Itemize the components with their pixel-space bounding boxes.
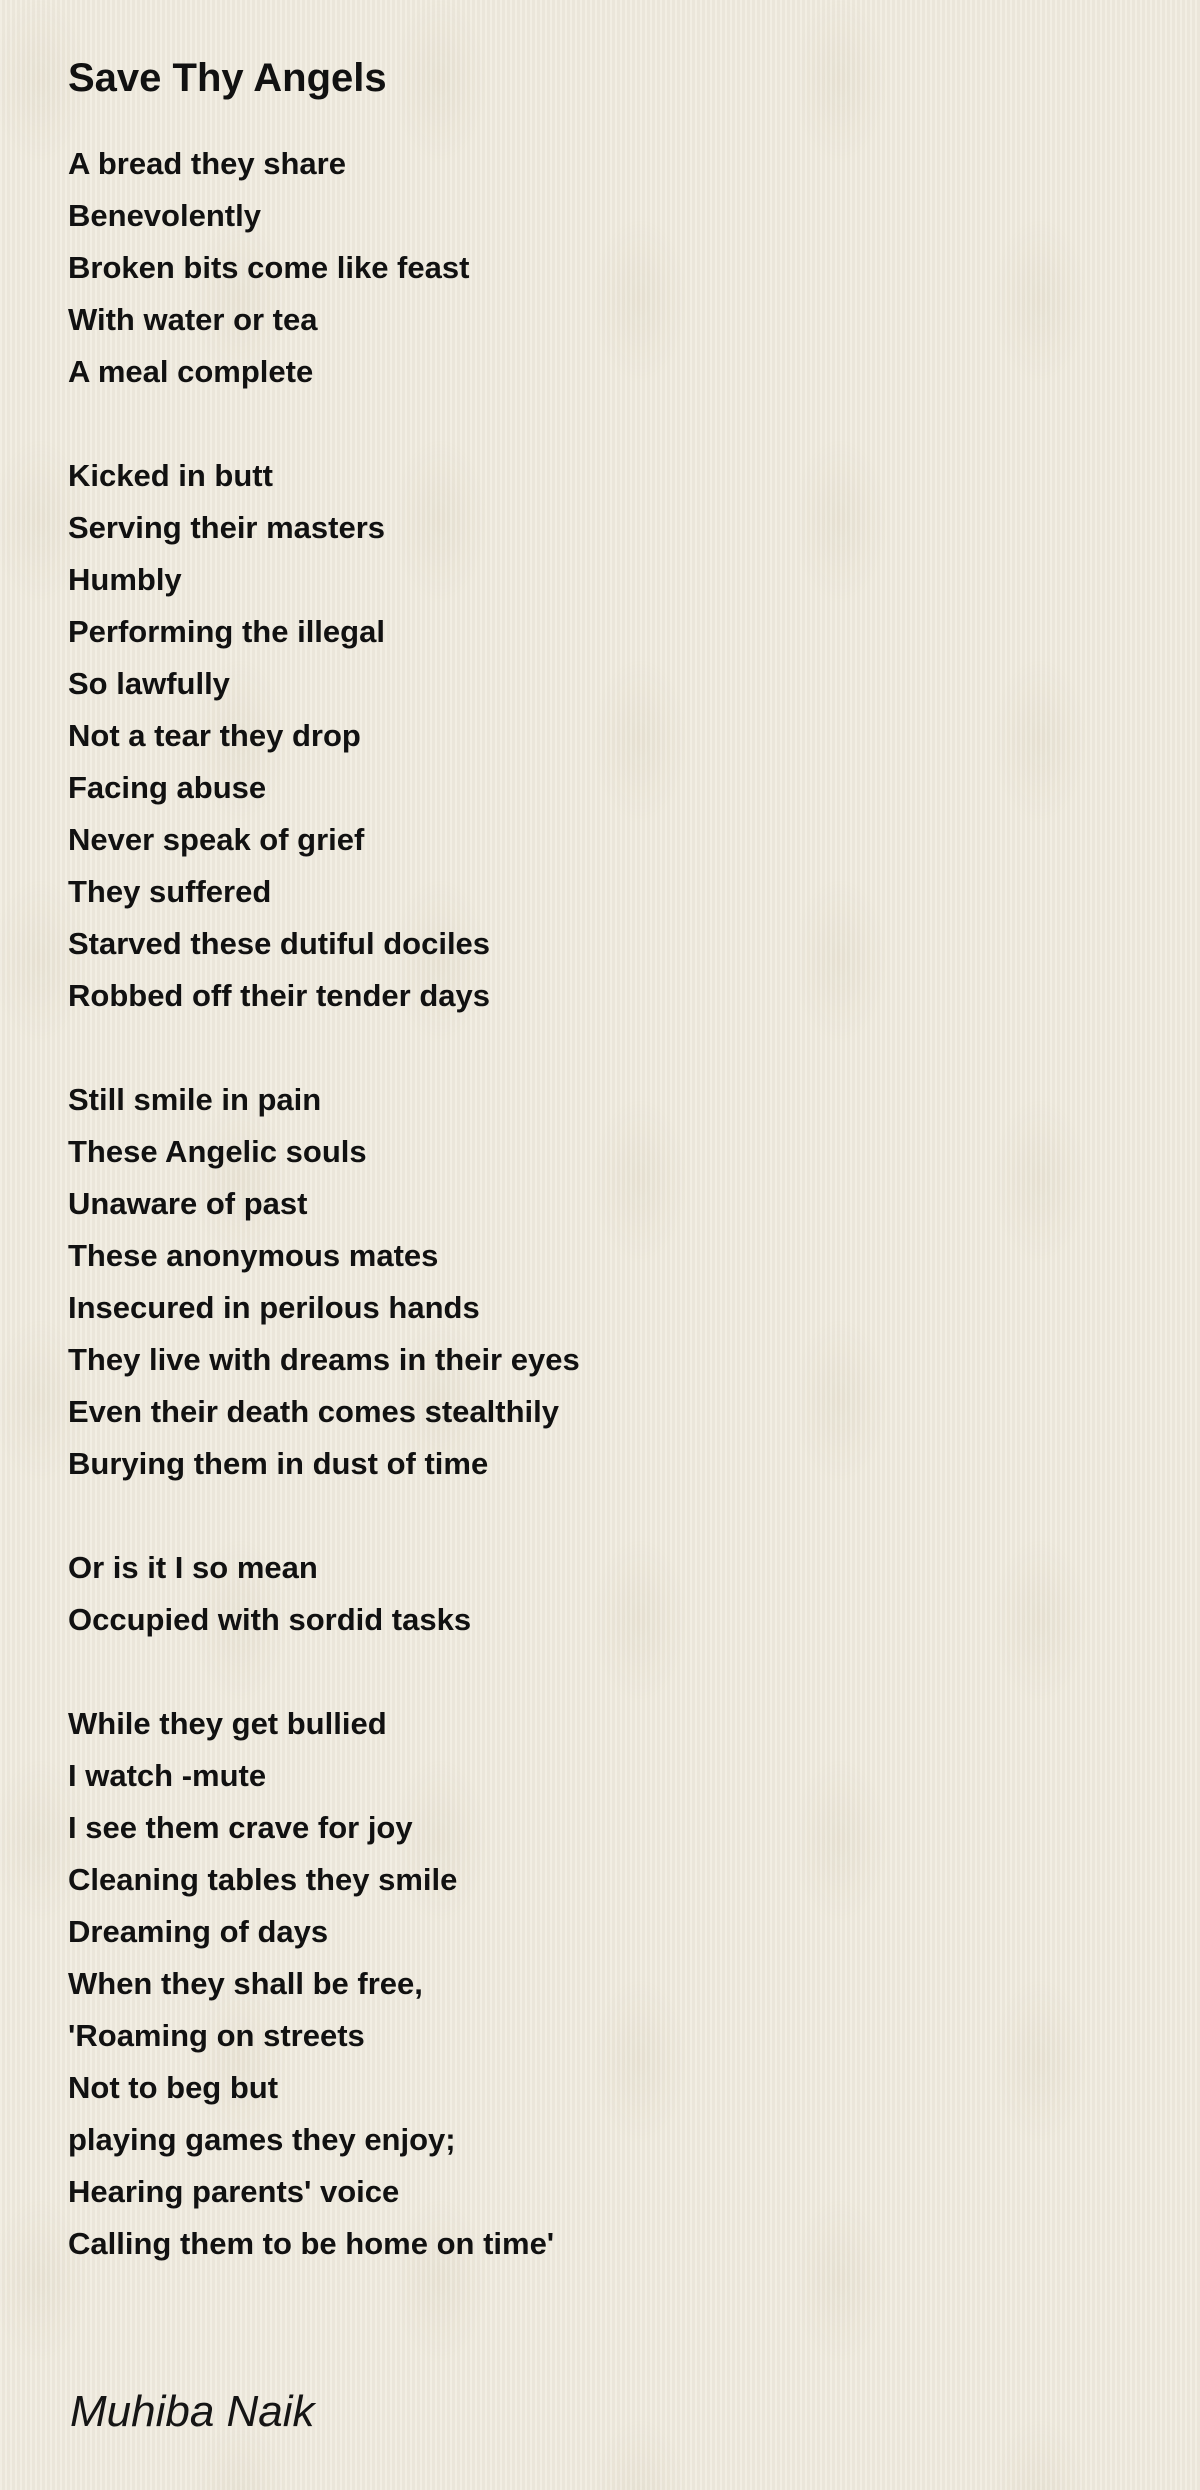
poem-line: With water or tea <box>68 302 318 337</box>
poem-body <box>68 138 1132 2270</box>
stanza-5 <box>68 1698 1132 2270</box>
poem-line: Dreaming of days <box>68 1914 329 1949</box>
poem-line: Unaware of past <box>68 1186 308 1221</box>
poem-line: I see them crave for joy <box>68 1810 413 1845</box>
poem-line: Cleaning tables they smile <box>68 1862 458 1897</box>
poem-line: Burying them in dust of time <box>68 1446 489 1481</box>
poem-line: I watch -mute <box>68 1758 267 1793</box>
poem-line: Even their death comes stealthily <box>68 1394 560 1429</box>
stanza-3 <box>68 1074 1132 1490</box>
poem-line: These anonymous mates <box>68 1238 439 1273</box>
poem-line: When they shall be free, <box>68 1966 423 2001</box>
poem-line: So lawfully <box>68 666 230 701</box>
stanza-4 <box>68 1542 1132 1646</box>
poem-line: Broken bits come like feast <box>68 250 470 285</box>
poem-line: Performing the illegal <box>68 614 385 649</box>
poem-author: Muhiba Naik <box>70 2387 315 2436</box>
poem-line: Insecured in perilous hands <box>68 1290 480 1325</box>
poem-line: Occupied with sordid tasks <box>68 1602 472 1637</box>
poem-line: A bread they share <box>68 146 346 181</box>
poem-line: Never speak of grief <box>68 822 365 857</box>
poem-line: A meal complete <box>68 354 314 389</box>
poem-line: Kicked in butt <box>68 458 273 493</box>
poem-line: Not a tear they drop <box>68 718 361 753</box>
stanza-1 <box>68 138 1132 398</box>
poem-line: Facing abuse <box>68 770 267 805</box>
poem-line: Calling them to be home on time' <box>68 2226 555 2261</box>
poem-line: Benevolently <box>68 198 261 233</box>
poem-page <box>68 48 1132 2322</box>
poem-line: Humbly <box>68 562 182 597</box>
poem-line: 'Roaming on streets <box>68 2018 365 2053</box>
poem-line: Robbed off their tender days <box>68 978 490 1013</box>
poem-line: Hearing parents' voice <box>68 2174 400 2209</box>
poem-title: Save Thy Angels <box>68 56 387 100</box>
stanza-2 <box>68 450 1132 1022</box>
poem-line: Or is it I so mean <box>68 1550 318 1585</box>
poem-line: They suffered <box>68 874 272 909</box>
poem-line: playing games they enjoy; <box>68 2122 456 2157</box>
poem-line: Serving their masters <box>68 510 386 545</box>
poem-line: These Angelic souls <box>68 1134 367 1169</box>
poem-line: Starved these dutiful dociles <box>68 926 491 961</box>
poem-line: Not to beg but <box>68 2070 279 2105</box>
poem-line: They live with dreams in their eyes <box>68 1342 580 1377</box>
poem-line: While they get bullied <box>68 1706 387 1741</box>
poem-line: Still smile in pain <box>68 1082 322 1117</box>
